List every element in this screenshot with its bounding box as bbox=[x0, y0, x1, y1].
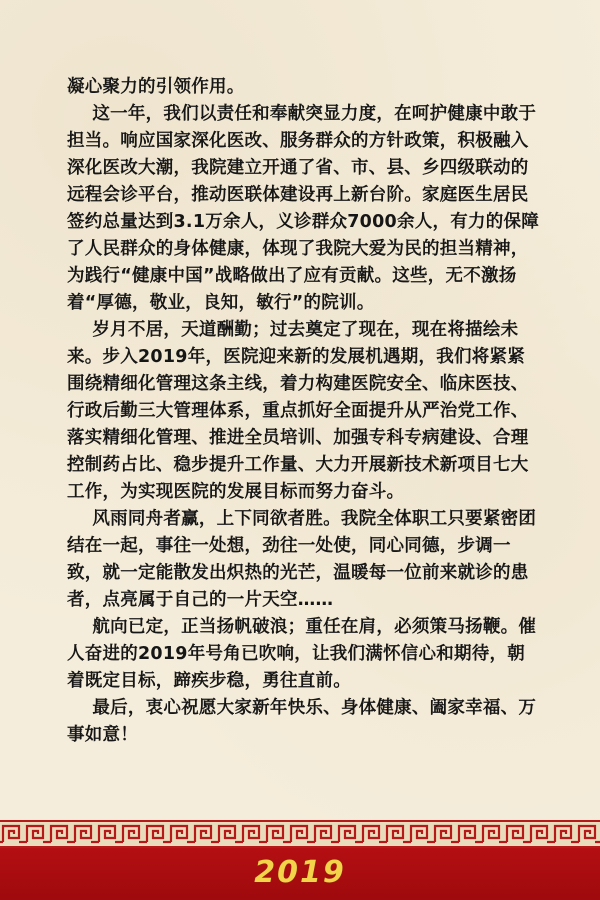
decorative-border bbox=[0, 820, 600, 848]
paragraph-3: 岁月不居，天道酬勤；过去奠定了现在，现在将描绘未来。步入2019年，医院迎来新的发展机遇期，我们将紧紧围绕精细化管理这条主线，着力构建医院安全、临床医技、行政后勤三大管理体系，重点抓好全面提升从严治党工作、落实精细化管理、推进全员培训、加强专科专病建设、合理控制药占比、稳步提升工作量、大力开展新技术新项目七大工作，为实现医院的发展目标而努力奋斗。 bbox=[67, 320, 529, 502]
article-body bbox=[67, 74, 542, 749]
paragraph-4: 风雨同舟者赢，上下同欲者胜。我院全体职工只要紧密团结在一起，事往一处想，劲往一处使，同心同德，步调一致，就一定能散发出炽热的光芒，温暖每一位前来就诊的患者，点亮属于自己的一片天空…… bbox=[67, 509, 537, 610]
paragraph-1: 凝心聚力的引领作用。 bbox=[67, 77, 245, 97]
meander-pattern-icon bbox=[0, 822, 600, 846]
footer-year: 2019 bbox=[254, 855, 346, 890]
paragraph-6: 最后，衷心祝愿大家新年快乐、身体健康、阖家幸福、万事如意！ bbox=[67, 698, 537, 745]
paragraph-5: 航向已定，正当扬帆破浪；重任在肩，必须策马扬鞭。催人奋进的2019年号角已吹响，让我们满怀信心和期待，朝着既定目标，蹄疾步稳，勇往直前。 bbox=[67, 617, 537, 691]
paragraph-2: 这一年，我们以责任和奉献突显力度，在呵护健康中敢于担当。响应国家深化医改、服务群众的方针政策，积极融入深化医改大潮，我院建立开通了省、市、县、乡四级联动的远程会诊平台，推动医联体建设再上新台阶。家庭医生居民签约总量达到3.1万余人，义诊群众7000余人，有力的保障了人民群众的身体健康，体现了我院大爱为民的担当精神，为践行“健康中国”战略做出了应有贡献。这些，无不激扬着“厚德，敬业，良知，敏行”的院训。 bbox=[67, 104, 539, 313]
